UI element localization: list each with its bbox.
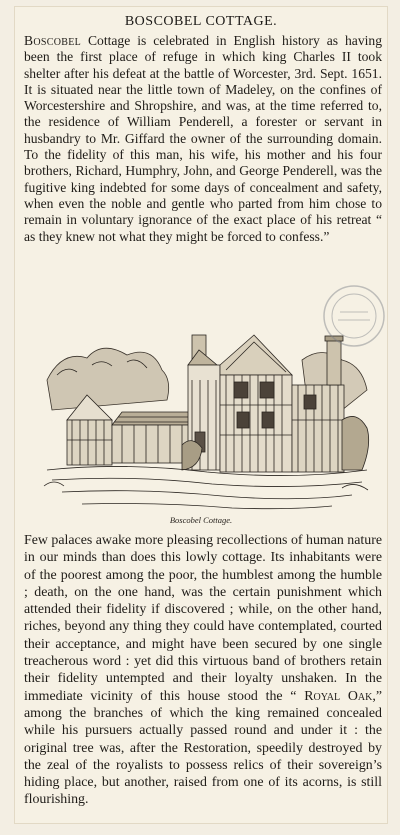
postmark-stamp-icon	[318, 280, 390, 352]
article-title: BOSCOBEL COTTAGE.	[124, 14, 278, 29]
paragraph-1-text: Cottage is celebrated in English history as having been the first place of refuge in which king Charles II took shelter after his defeat at the battle of Worcester, 3rd. Sept. 1651. It is situated near the little town of Madeley, on the confines of Worcestershire and Shropshire, and was, at the time referred to, the residence of William Penderell, a forester or servant in husbandry to Mr. Giffard the owner of the surrounding domain. To the fidelity of this man, his wife, his mother and his four brothers, Richard, Humphry, John, and George Penderell, was the fugitive king indebted for some days of concealment and safety, when even the noble and gentle who parted from him chose to remain in voluntary ignorance of the exact place of his retreat “ as they knew not what they might be forced to confess.”	[24, 33, 382, 244]
paragraph-2	[24, 532, 382, 809]
royal-oak-term: Royal Oak,	[304, 688, 376, 704]
figure-caption: Boscobel Cottage.	[169, 515, 233, 525]
paragraph-1	[24, 33, 382, 245]
newspaper-clipping	[14, 6, 388, 824]
paragraph-2-text-b: ” among the branches of which the king remained concealed while his pursuers actually passed round and under it : the original tree was, after the Restoration, speedily destroyed by the zeal of the royalists to possess relics of their sovereign’s hiding place, but another, raised from one of its acorns, is still flourishing.	[24, 688, 382, 808]
lead-word: Boscobel	[24, 33, 82, 48]
paragraph-2-text-a: Few palaces awake more pleasing recollections of human nature in our minds than does this lowly cottage. Its inhabitants were of the poorest among the poor, the humblest among the humble ; death, on the one hand, was the certain punishment which attended their fidelity if discovered ; while, on the other hand, riches, beyond any thing they could have contemplated, courted their acceptance, and might have been secured by one single treacherous word : yet did this virtuous band of brothers retain their fidelity untempted and their loyalty unshaken. In the immediate vicinity of this house stood the “	[24, 533, 382, 704]
